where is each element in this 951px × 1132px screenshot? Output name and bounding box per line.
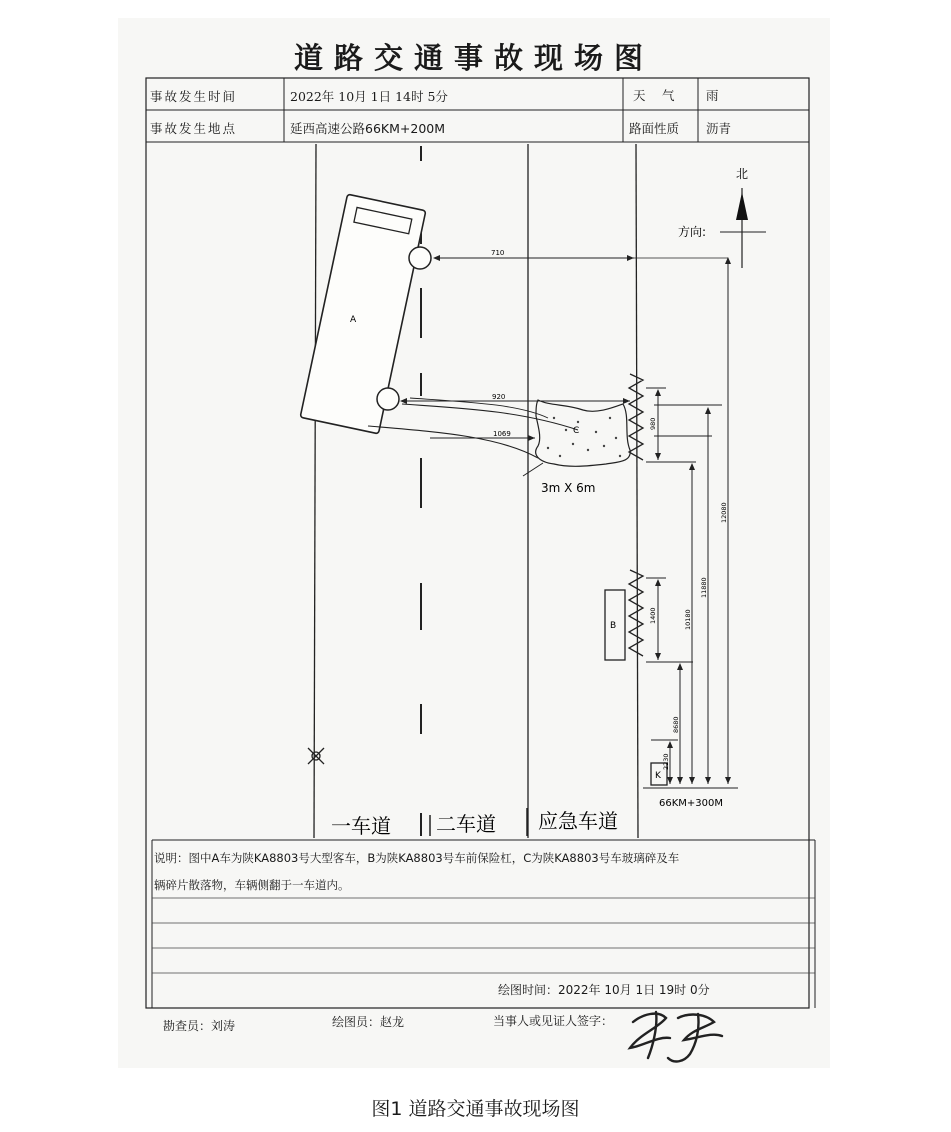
witness-label: 当事人或见证人签字： (493, 1014, 614, 1028)
debris-area-c (536, 400, 630, 466)
guardrail-damage-marks (629, 374, 643, 656)
sheet-title: 道路交通事故现场图 (293, 41, 654, 75)
wheel-front (409, 247, 431, 269)
lane-label-2: 二车道 (436, 812, 496, 836)
x-mark-icon (308, 748, 324, 764)
direction-label: 方向: (678, 225, 707, 239)
road-label: 路面性质 (629, 121, 680, 136)
dim-920-text: 920 (492, 393, 506, 401)
place-label: 事故发生地点 (150, 121, 238, 136)
marker-k-label: K (655, 771, 661, 781)
draw-time: 绘图时间：2022年 10月 1日 19时 0分 (498, 983, 710, 997)
dim-8680-text: 8680 (672, 716, 680, 733)
wheel-rear (377, 388, 399, 410)
vehicle-a-label: A (350, 315, 357, 325)
dim-11880-text: 11880 (700, 577, 708, 598)
notes-line-2: 辆碎片散落物，车辆侧翻于一车道内。 (154, 878, 350, 892)
dim-1069-text: 1069 (493, 430, 511, 438)
time-label: 事故发生时间 (150, 89, 238, 104)
scene-diagram (118, 18, 830, 1068)
dim-980-text: 980 (649, 417, 657, 430)
time-value: 2022年 10月 1日 14时 5分 (290, 89, 448, 104)
figure-caption: 图1 道路交通事故现场图 (371, 1098, 580, 1120)
lane-label-1: 一车道 (331, 814, 391, 838)
dim-12080-text: 12080 (720, 502, 728, 523)
weather-label: 天 气 (633, 88, 677, 103)
dim-1400-text: 1400 (649, 607, 657, 624)
dim-10180-text: 10180 (684, 609, 692, 630)
weather-value: 雨 (706, 88, 719, 103)
north-label: 北 (736, 167, 749, 181)
road-edge-left (314, 144, 316, 838)
vehicle-a-bus (300, 194, 426, 434)
dim-710-text: 710 (491, 249, 505, 257)
lane-label-3: 应急车道 (538, 809, 618, 833)
north-arrow-icon (720, 188, 766, 268)
investigator: 勘查员：刘涛 (163, 1019, 236, 1033)
road-edge-right (636, 144, 638, 838)
form-frame (146, 78, 809, 1008)
notes-line-1: 说明：图中A车为陕KA8803号大型客车，B为陕KA8803号车前保险杠，C为陕KA8803号车玻璃碎及车 (154, 851, 680, 865)
item-b-label: B (610, 621, 617, 631)
debris-size-label: 3m X 6m (541, 481, 596, 495)
debris-c-label: C (573, 426, 580, 436)
drafter: 绘图员：赵龙 (332, 1015, 405, 1029)
dim-2230-text: 2230 (662, 753, 670, 770)
place-value: 延西高速公路66KM+200M (290, 121, 446, 136)
accident-scene-sheet (118, 18, 830, 1068)
milestone-label: 66KM+300M (659, 798, 724, 809)
handwritten-signature (630, 1012, 722, 1061)
road-value: 沥青 (706, 121, 732, 136)
